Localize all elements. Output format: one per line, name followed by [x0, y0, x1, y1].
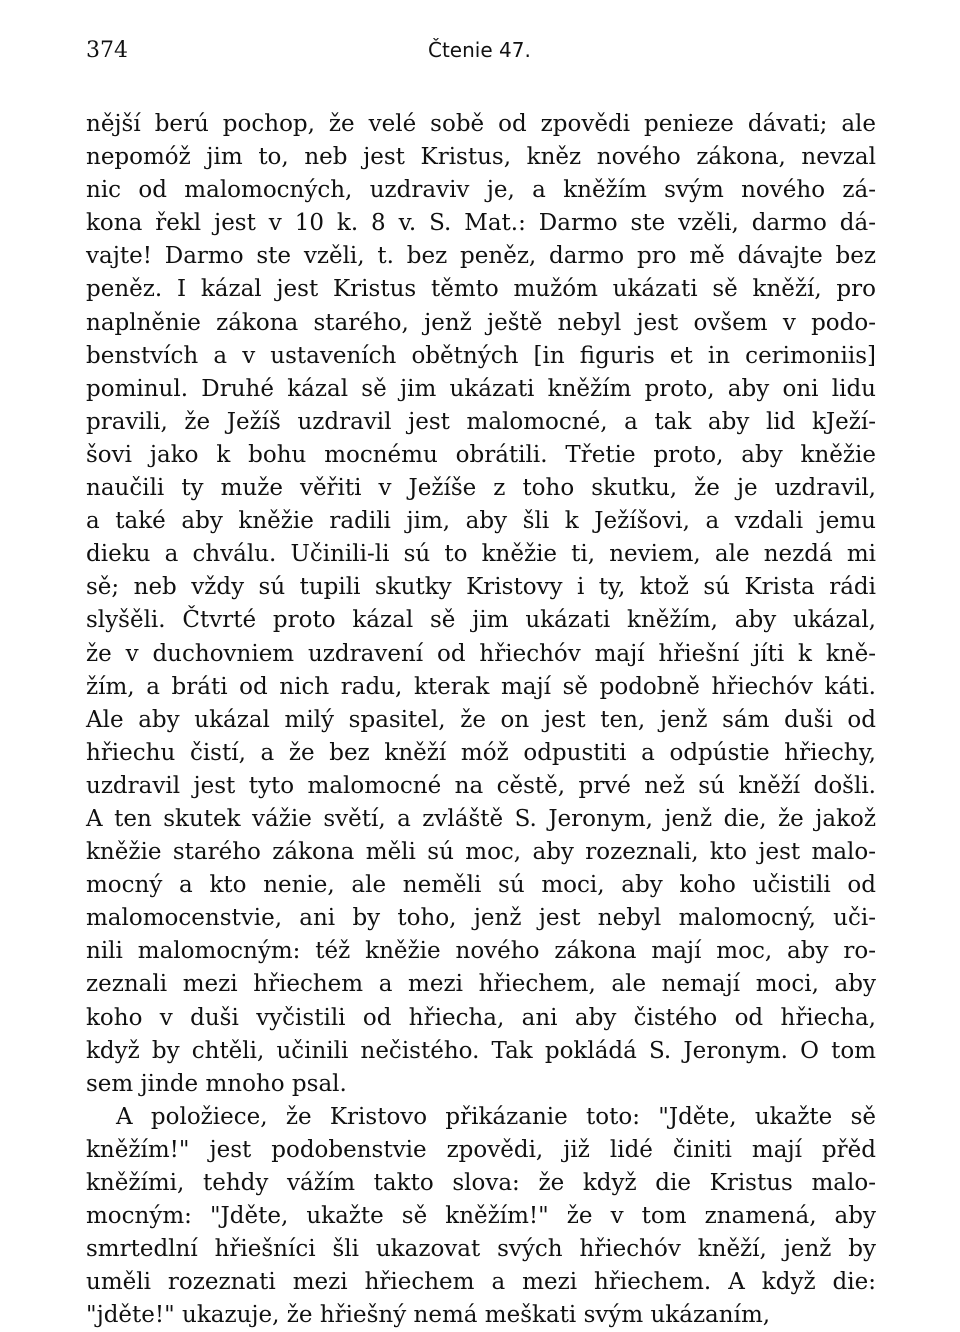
text-line: A ten skutek vážie světí, a zvláště S. Jeronym, jenž die, že jakož	[86, 805, 876, 832]
text-line: A položiece, že Kristovo přikázanie toto: "Jděte, ukažte sě	[116, 1103, 876, 1130]
text-line: nili malomocným: též kněžie nového zákona mají moc, aby ro-	[86, 938, 876, 965]
text-line: kona řekl jest v 10 k. 8 v. S. Mat.: Darmo ste vzěli, darmo dá-	[86, 210, 876, 237]
text-line: peněz. I kázal jest Kristus těmto mužóm ukázati sě kněží, pro	[86, 276, 876, 303]
text-line: uměli rozeznati mezi hřiechem a mezi hřiechem. A když die:	[86, 1269, 876, 1296]
text-line: a také aby kněžie radili jim, aby šli k Ježíšovi, a vzdali jemu	[86, 508, 876, 535]
text-line: když by chtěli, učinili nečistého. Tak pokládá S. Jeronym. O tom	[86, 1037, 876, 1064]
text-line: koho v duši vyčistili od hřiecha, ani aby čistého od hřiecha,	[86, 1004, 876, 1031]
text-line: naplněnie zákona starého, jenž ještě nebyl jest ovšem v podo-	[86, 309, 876, 336]
text-line: nější berú pochop, že velé sobě od zpovědi penieze dávati; ale	[86, 111, 876, 137]
text-line: hřiechu čistí, a že bez kněží móž odpustiti a odpústie hřiechy,	[86, 739, 876, 766]
text-line: nic od malomocných, uzdraviv je, a kněžím svým nového zá-	[86, 177, 876, 204]
body-text	[86, 108, 876, 1332]
text-line: malomocenstvie, ani by toho, jenž jest nebyl malomocný, uči-	[86, 905, 876, 932]
text-line: pominul. Druhé kázal sě jim ukázati kněžím proto, aby oni lidu	[86, 375, 876, 402]
text-line: že v duchovniem uzdravení od hřiechóv mají hřiešní jíti k kně-	[86, 640, 876, 667]
running-head: Čtenie 47.	[428, 38, 531, 62]
text-line: sě; neb vždy sú tupili skutky Kristovy i ty, ktož sú Krista rádi	[86, 574, 876, 601]
page-number: 374	[86, 38, 128, 63]
text-line: Ale aby ukázal milý spasitel, že on jest ten, jenž sám duši od	[86, 706, 876, 733]
text-line: kněžím!" jest podobenstvie zpovědi, již lidé činiti mají přěd	[86, 1136, 876, 1163]
text-line: vajte! Darmo ste vzěli, t. bez peněz, darmo pro mě dávajte bez	[86, 243, 876, 270]
text-line: naučili ty muže věřiti v Ježíše z toho skutku, že je uzdravil,	[86, 475, 876, 502]
paragraph	[86, 1101, 876, 1332]
text-line: šovi jako k bohu mocnému obrátili. Třetie proto, aby kněžie	[86, 441, 876, 468]
text-line: pravili, že Ježíš uzdravil jest malomocné, a tak aby lid kJeží-	[86, 408, 876, 435]
text-line: kněžie starého zákona měli sú moc, aby rozeznali, kto jest malo-	[86, 839, 876, 866]
text-line: dieku a chválu. Učinili-li sú to kněžie ti, neviem, ale nezdá mi	[86, 541, 876, 568]
text-line: kněžími, tehdy vážím takto slova: že když die Kristus malo-	[86, 1170, 876, 1196]
text-line: zeznali mezi hřiechem a mezi hřiechem, ale nemají moci, aby	[86, 971, 876, 998]
text-line: nepomóž jim to, neb jest Kristus, kněz nového zákona, nevzal	[86, 144, 876, 171]
text-line: benstvích a v ustaveních obětných [in figuris et in cerimoniis]	[86, 342, 876, 369]
text-line: mocný a kto nenie, ale neměli sú moci, aby koho učistili od	[86, 872, 876, 899]
text-line: "jděte!" ukazuje, že hřiešný nemá meškati svým ukázaním,	[86, 1302, 771, 1329]
page-header	[86, 38, 876, 78]
text-line: sem jinde mnoho psal.	[86, 1070, 347, 1097]
paragraph	[86, 108, 876, 1101]
text-line: smrtedlní hřiešníci šli ukazovat svých hřiechóv kněží, jenž by	[86, 1236, 876, 1263]
text-line: mocným: "Jděte, ukažte sě kněžím!" že v tom znamená, aby	[86, 1203, 876, 1230]
text-line: žím, a bráti od nich radu, kterak mají sě podobně hřiechóv káti.	[86, 673, 876, 700]
text-line: slyšěli. Čtvrté proto kázal sě jim ukázati kněžím, aby ukázal,	[86, 607, 876, 634]
text-line: uzdravil jest tyto malomocné na cěstě, prvé než sú kněží došli.	[86, 772, 876, 799]
